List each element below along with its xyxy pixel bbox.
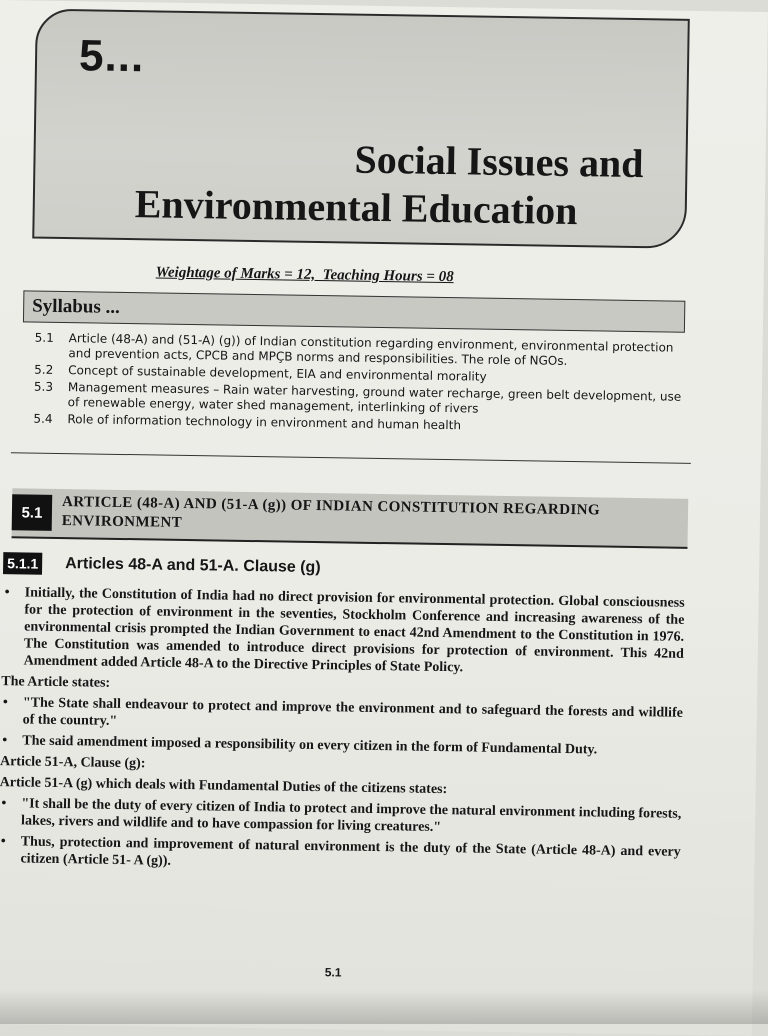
bullet-icon: • — [0, 834, 6, 850]
chapter-number: 5... — [78, 31, 145, 82]
bullet-icon: • — [2, 733, 8, 749]
quote-text: "It shall be the duty of every citizen of India to protect and improve the natural environment including forests, lakes, rivers and wildlife and to have compassion for living creatures." — [20, 796, 682, 836]
paragraph-text: Thus, protection and improvement of natural environment is the duty of the State (Article 48-A) and every citizen (Article 51- A (g)). — [20, 834, 681, 869]
syllabus-heading: Syllabus ... — [32, 295, 121, 318]
syllabus-item-number: 5.3 — [33, 379, 54, 394]
syllabus-list — [33, 331, 684, 439]
syllabus-item-number: 5.1 — [34, 330, 54, 345]
article51-heading: Article 51-A, Clause (g): — [0, 754, 146, 772]
article51-description: Article 51-A (g) which deals with Fundamental Duties of the citizens states: — [0, 775, 448, 798]
syllabus-item-text: Article (48-A) and (51-A) (g)) of Indian constitution regarding environment, environmental protection and prevention acts, CPCB and MPÇB norms and responsibilities. The role of NGOs. — [68, 331, 674, 368]
syllabus-item-text: Role of information technology in environment and human health — [67, 412, 462, 433]
page-number: 5.1 — [324, 965, 342, 980]
page-bottom-shadow — [0, 990, 768, 1024]
quote-bullet — [1, 694, 683, 739]
bullet-icon: • — [4, 585, 10, 601]
divider-rule — [11, 452, 691, 464]
subsection-number-badge: 5.1.1 — [3, 552, 42, 575]
section-number-badge: 5.1 — [12, 494, 53, 531]
body-content — [0, 584, 685, 882]
chapter-header-box — [32, 9, 690, 249]
chapter-title-line1: Social Issues and — [354, 136, 644, 187]
bullet-icon: • — [2, 695, 8, 711]
weightage-line: Weightage of Marks = 12, Teaching Hours = 08 — [155, 264, 454, 286]
bullet-icon: • — [1, 796, 7, 812]
paragraph-bullet — [0, 833, 681, 878]
syllabus-item-number: 5.4 — [33, 411, 53, 426]
paragraph-bullet — [1, 584, 684, 680]
syllabus-item-text: Management measures – Rain water harvesting, ground water recharge, green belt development, use of renewable energy, water shed management, interlinking of rivers — [67, 380, 682, 416]
syllabus-item-text: Concept of sustainable development, EIA and environmental morality — [68, 363, 487, 384]
section-heading-bar — [12, 488, 689, 549]
subsection-title: Articles 48-A and 51-A. Clause (g) — [65, 555, 321, 577]
syllabus-bar — [23, 290, 685, 332]
quote-text: "The State shall endeavour to protect and improve the environment and to safeguard the forests and wildlife of the country." — [22, 695, 683, 729]
syllabus-item-number: 5.2 — [34, 362, 54, 377]
chapter-title-line2: Environmental Education — [134, 181, 578, 234]
section-title: ARTICLE (48-A) AND (51-A (g)) OF INDIAN CONSTITUTION REGARDING ENVIRONMENT — [61, 494, 601, 531]
article-states-heading: The Article states: — [1, 674, 111, 691]
paragraph-text: The said amendment imposed a responsibility on every citizen in the form of Fundamental Duty. — [22, 733, 598, 758]
paragraph-text: Initially, the Constitution of India had no direct provision for environmental protection. Global consciousness for the protection of environment in the seventies, Stockholm Conference and increasing awareness of the environmental crisis prompted the Indian Government to enact 42nd Amendment to the Constitution in 1976. The Constitution was amended to introduce direct provisions for protection of environment. This 42nd Amendment added Article 48-A to the Directive Principles of State Policy. — [23, 585, 685, 676]
quote-bullet — [0, 795, 681, 840]
